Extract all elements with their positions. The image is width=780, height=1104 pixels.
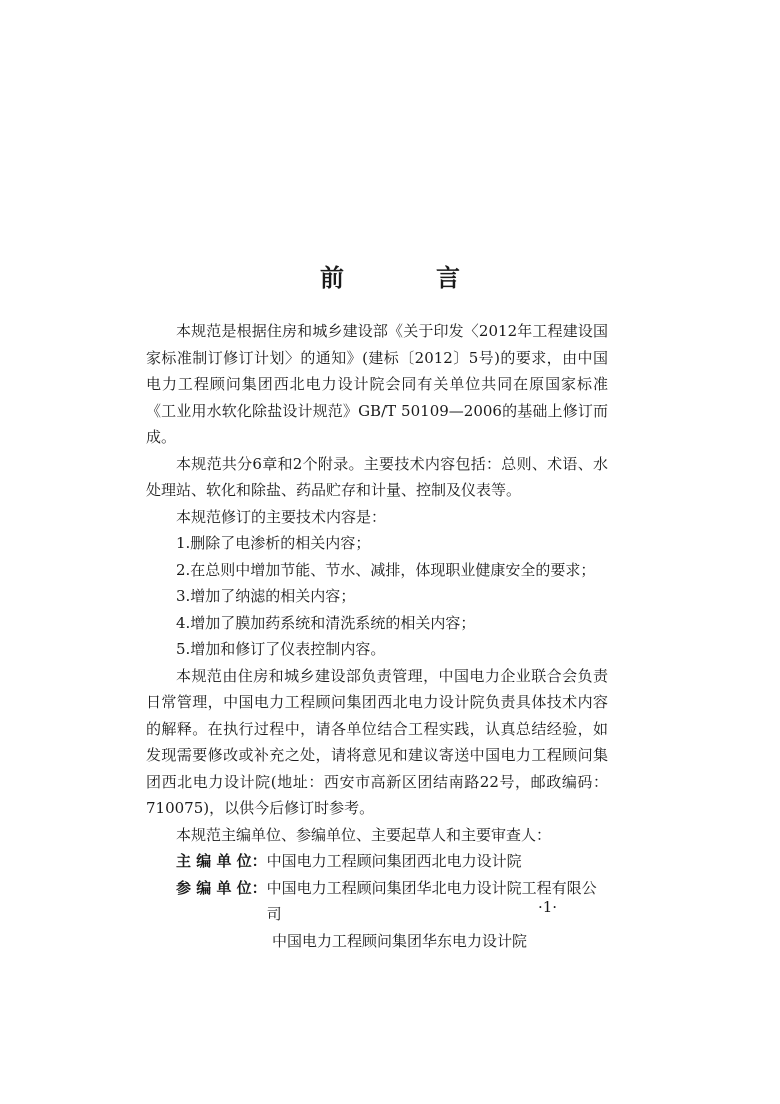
chief-unit-label: 主 编 单 位： (176, 852, 267, 870)
chief-unit-value: 中国电力工程顾问集团西北电力设计院 (266, 852, 522, 870)
revision-item-4: 4.增加了膜加药系统和清洗系统的相关内容； (176, 613, 476, 632)
preface-paragraph-3: 本规范修订的主要技术内容是： (176, 507, 387, 526)
preface-paragraph-2: 本规范共分6章和2个附录。主要技术内容包括：总则、术语、水处理站、软化和除盐、药品贮存和计量、控制及仪表等。 (146, 454, 608, 499)
page-title: 前 言 (320, 264, 494, 292)
revision-item-1: 1.删除了电渗析的相关内容； (176, 534, 371, 552)
participating-unit-value-2: 中国电力工程顾问集团华东电力设计院 (272, 931, 528, 950)
participating-unit-label: 参 编 单 位： (176, 878, 267, 897)
revision-item-5: 5.增加和修订了仪表控制内容。 (176, 640, 386, 658)
preface-body (146, 318, 608, 954)
page-number: ·1· (538, 898, 558, 916)
preface-paragraph-4: 本规范由住房和城乡建设部负责管理，中国电力企业联合会负责日常管理，中国电力工程顾问集团西北电力设计院负责具体技术内容的解释。在执行过程中，请各单位结合工程实践，认真总结经验，如发现需要修改或补充之处，请将意见和建议寄送中国电力工程顾问集团西北电力设计院(地址：西安市高新区团结南路22号，邮政编码：710075)，以供今后修订时参考。 (146, 666, 608, 817)
preface-paragraph-1: 本规范是根据住房和城乡建设部《关于印发〈2012年工程建设国家标准制订修订计划〉的通知》(建标〔2012〕5号)的要求，由中国电力工程顾问集团西北电力设计院会同有关单位共同在原国家标准《工业用水软化除盐设计规范》GB/T 50109—2006的基础上修订而成。 (146, 322, 608, 446)
preface-paragraph-5: 本规范主编单位、参编单位、主要起草人和主要审查人： (176, 825, 552, 844)
revision-item-2: 2.在总则中增加节能、节水、减排，体现职业健康安全的要求； (176, 560, 596, 579)
chief-unit-row (146, 848, 608, 875)
participating-unit-value-1: 中国电力工程顾问集团华北电力设计院工程有限公司 (266, 878, 597, 923)
revision-item-3: 3.增加了纳滤的相关内容； (176, 587, 356, 605)
